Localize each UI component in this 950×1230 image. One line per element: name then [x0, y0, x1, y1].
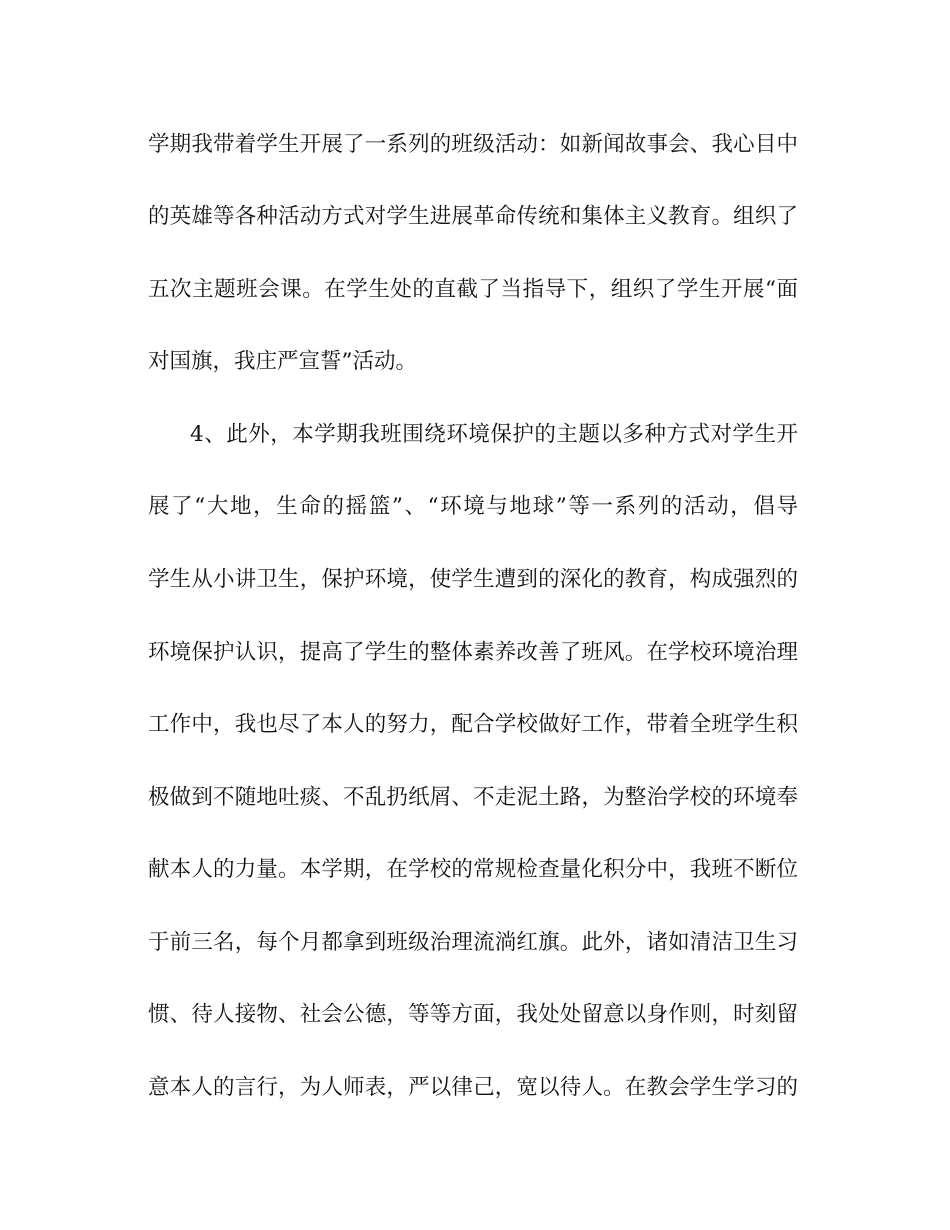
text-line: 极做到不随地吐痰、不乱扔纸屑、不走泥土路，为整治学校的环境奉 — [148, 785, 798, 810]
text-line: 学期我带着学生开展了一系列的班级活动：如新闻故事会、我心目中 — [148, 132, 798, 157]
text-line: 惯、待人接物、社会公德，等等方面，我处处留意以身作则，时刻留 — [148, 1002, 798, 1027]
text-line: 展了“大地，生命的摇篮”、“环境与地球”等一系列的活动，倡导 — [148, 494, 798, 519]
text-line: 工作中，我也尽了本人的努力，配合学校做好工作，带着全班学生积 — [148, 712, 798, 737]
text-line: 4、此外，本学期我班围绕环境保护的主题以多种方式对学生开 — [190, 422, 798, 447]
text-line: 意本人的言行，为人师表，严以律己，宽以待人。在教会学生学习的 — [148, 1075, 798, 1100]
text-line: 环境保护认识，提高了学生的整体素养改善了班风。在学校环境治理 — [148, 640, 798, 665]
text-line: 献本人的力量。本学期，在学校的常规检查量化积分中，我班不断位 — [148, 857, 798, 882]
text-line: 的英雄等各种活动方式对学生进展革命传统和集体主义教育。组织了 — [148, 204, 798, 229]
text-line: 学生从小讲卫生，保护环境，使学生遭到的深化的教育，构成强烈的 — [148, 567, 798, 592]
text-line: 五次主题班会课。在学生处的直截了当指导下，组织了学生开展“面 — [148, 277, 798, 302]
text-line: 于前三名，每个月都拿到班级治理流淌红旗。此外，诸如清洁卫生习 — [148, 930, 798, 955]
text-line: 对国旗，我庄严宣誓”活动。 — [148, 349, 417, 374]
